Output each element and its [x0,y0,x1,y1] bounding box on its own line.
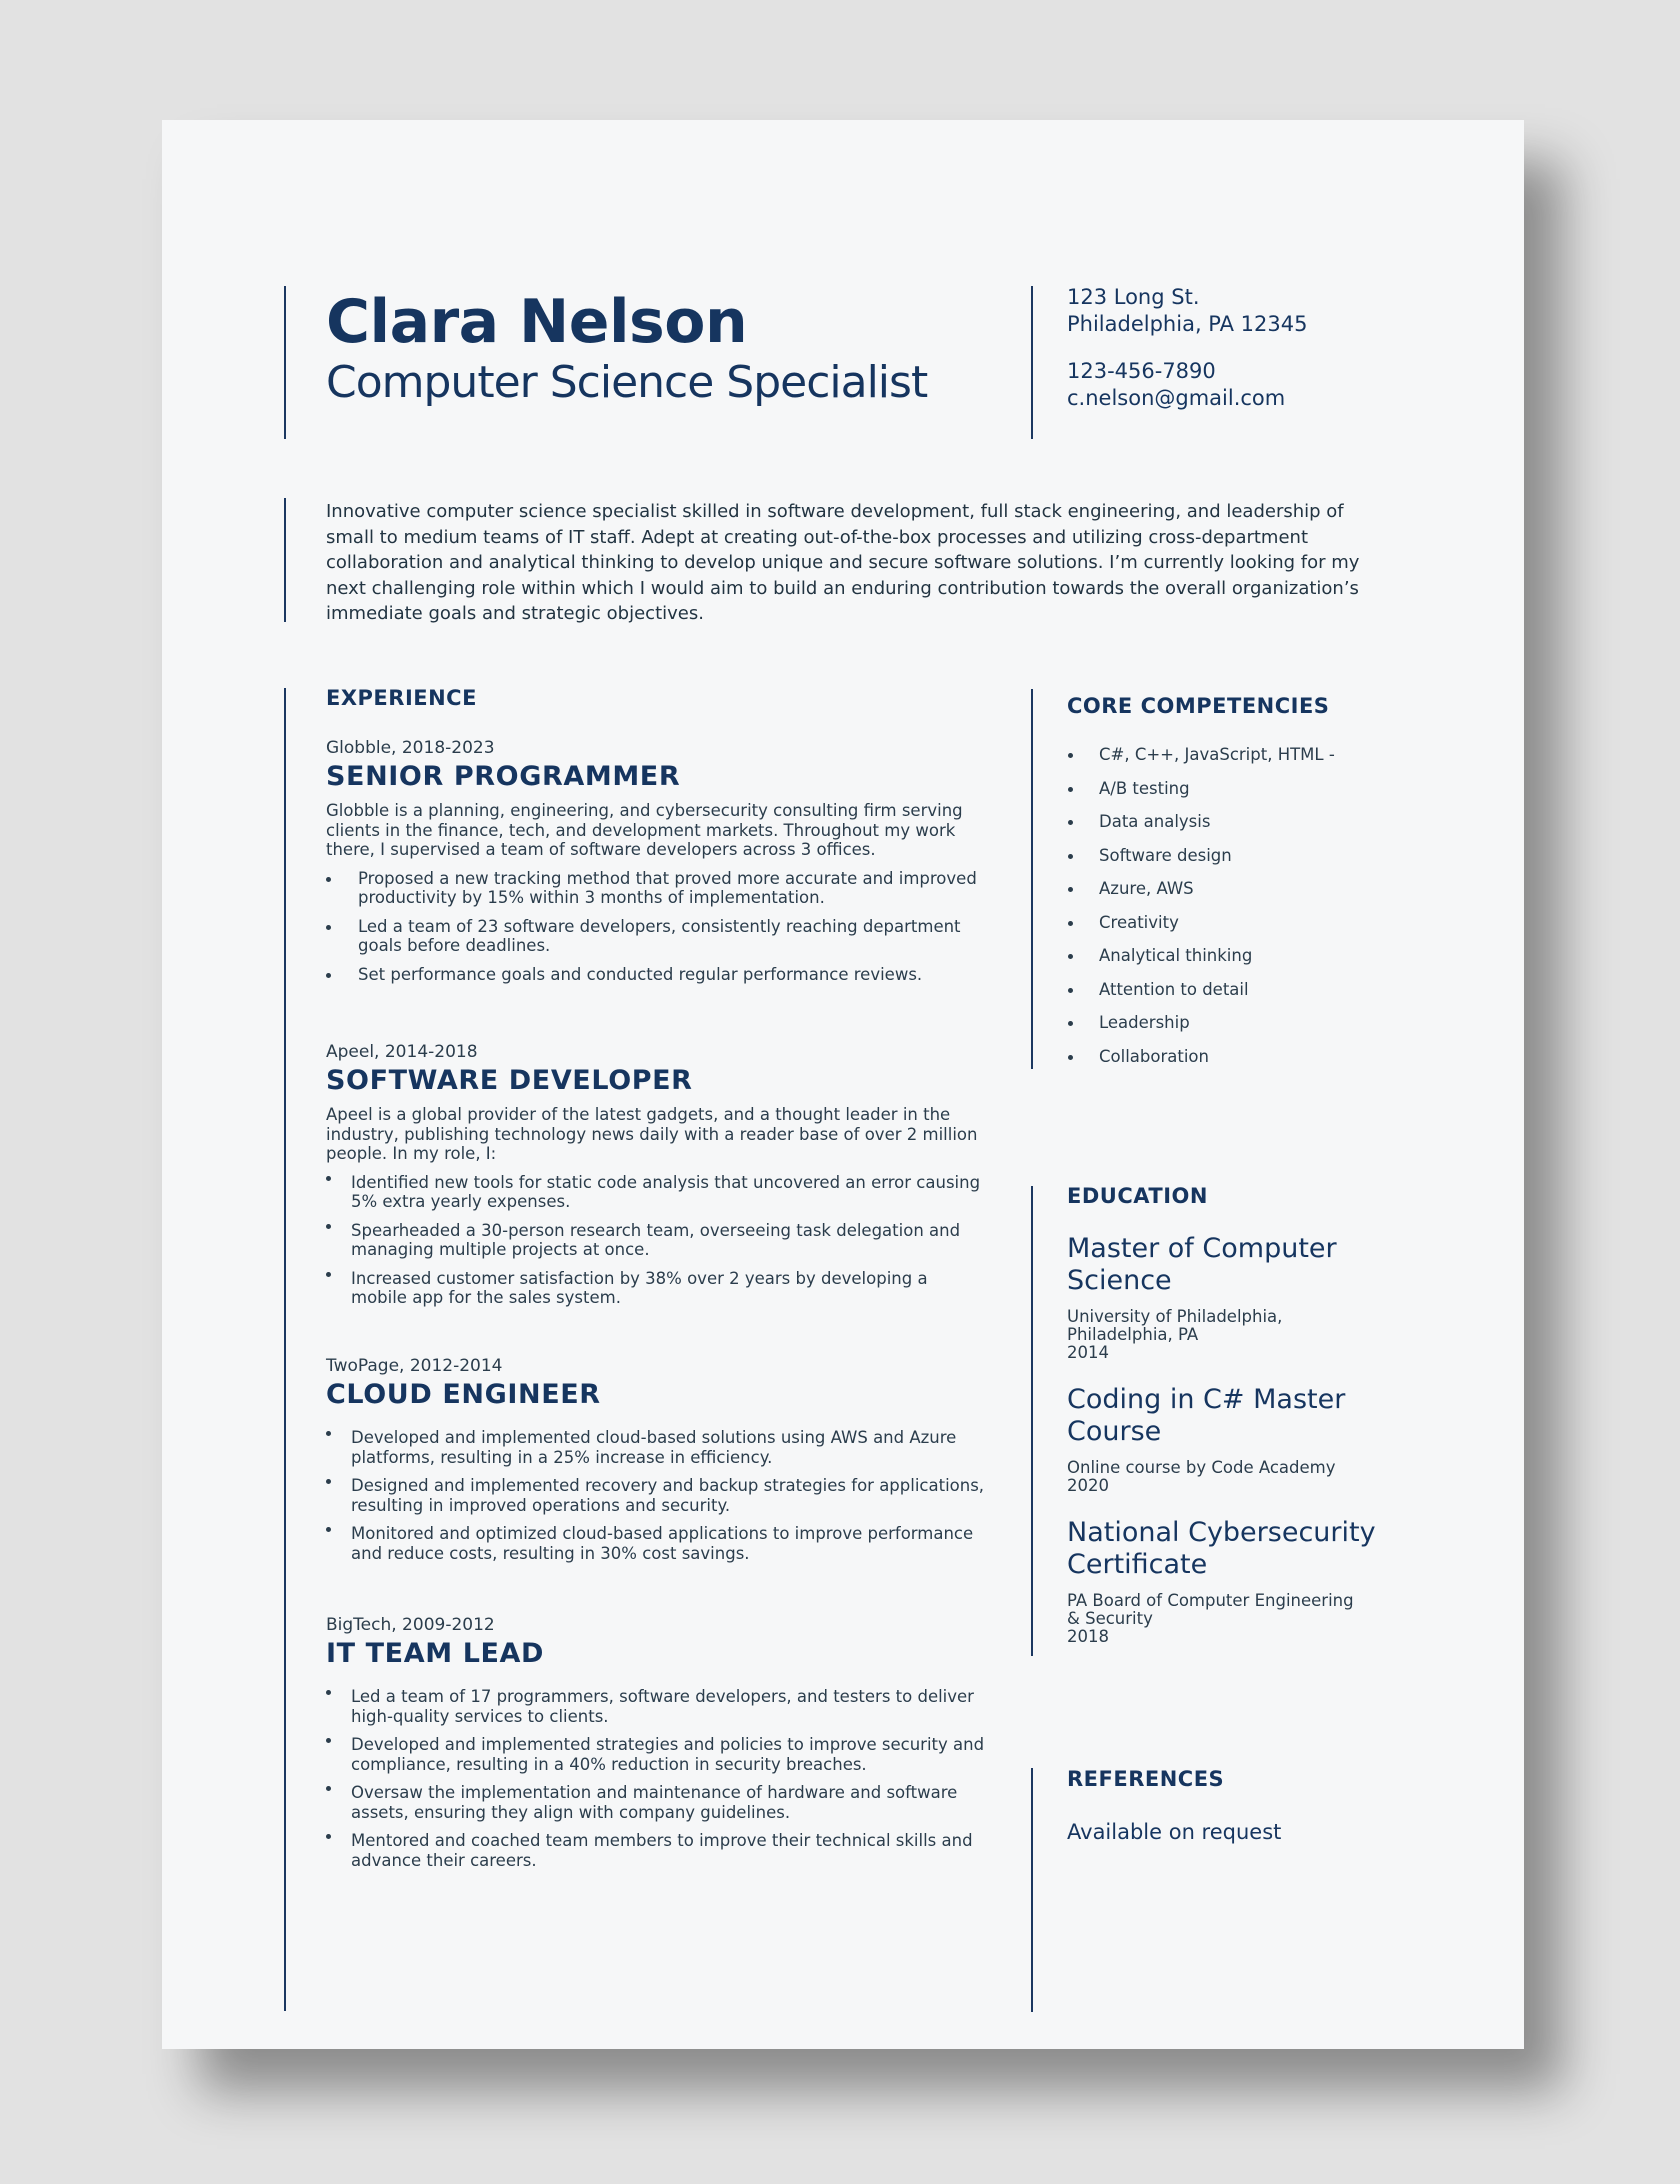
education-title: Coding in C# Master Course [1067,1384,1346,1447]
contact-block [1067,284,1307,412]
bullet-dot [1068,820,1073,825]
job-entry [326,1356,986,1572]
education-title: Master of Computer Science [1067,1233,1337,1296]
job-role: IT TEAM LEAD [326,1638,545,1669]
job-bullet: Developed and implemented cloud-based solutions using AWS and Azure platforms, resulting in a 25% increase in efficiency. [326,1428,986,1467]
education-institution: University of Philadelphia, Philadelphia, PA [1067,1307,1283,1344]
competency-item: Attention to detail [1067,980,1397,1014]
competency-item: Leadership [1067,1013,1397,1047]
phone-number: 123-456-7890 [1067,359,1216,383]
summary-accent-line [284,498,286,622]
job-bullet: Mentored and coached team members to improve their technical skills and advance their careers. [326,1831,986,1870]
competency-item: Analytical thinking [1067,946,1397,980]
job-company-dates: Apeel, 2014-2018 [326,1042,478,1062]
bullet-dot [326,925,331,930]
address-line-1: 123 Long St. [1067,285,1200,309]
education-heading: EDUCATION [1067,1184,1208,1208]
job-bullets [326,1428,986,1563]
bullet-dot [326,1690,331,1695]
job-bullets [326,869,986,985]
bullet-dot [326,1786,331,1791]
job-bullet: Oversaw the implementation and maintenance of hardware and software assets, ensuring they align with company guidelines. [326,1783,986,1822]
competency-item: Collaboration [1067,1047,1397,1081]
education-year: 2018 [1067,1627,1109,1646]
job-bullet: Developed and implemented strategies and policies to improve security and compliance, resulting in a 40% reduction in security breaches. [326,1735,986,1774]
job-role: SOFTWARE DEVELOPER [326,1065,693,1096]
bullet-dot [1068,921,1073,926]
competency-item: Azure, AWS [1067,879,1397,913]
bullet-dot [326,1738,331,1743]
education-entry [1067,1517,1382,1646]
professional-summary: Innovative computer science specialist skilled in software development, full stack engineering, and leadership of small to medium teams of IT staff. Adept at creating out-of-the-box processes and utilizing cross-department collaboration and analytical thinking to develop unique and secure software solutions. I’m currently looking for my next challenging role within which I would aim to build an enduring contribution towards the overall organization’s immediate goals and strategic objectives. [326,501,1360,624]
job-role: SENIOR PROGRAMMER [326,761,681,792]
job-bullet: Spearheaded a 30-person research team, overseeing task delegation and managing multiple projects at once. [326,1221,986,1260]
bullet-dot [1068,954,1073,959]
bullet-dot [326,1176,331,1181]
references-text: Available on request [1067,1820,1282,1844]
competency-item: A/B testing [1067,779,1397,813]
competencies-heading: CORE COMPETENCIES [1067,694,1330,718]
competencies-list [1067,745,1397,1080]
job-entry [326,1615,986,1879]
job-bullet: Led a team of 23 software developers, consistently reaching department goals before deadlines. [326,917,986,956]
competency-item: Software design [1067,846,1397,880]
job-bullet: Increased customer satisfaction by 38% over 2 years by developing a mobile app for the sales system. [326,1269,986,1308]
education-institution: Online course by Code Academy [1067,1458,1336,1477]
competency-item: Data analysis [1067,812,1397,846]
references-heading: REFERENCES [1067,1767,1225,1791]
job-bullet: Proposed a new tracking method that proved more accurate and improved productivity by 15% within 3 months of implementation. [326,869,986,908]
bullet-dot [1068,1055,1073,1060]
job-bullet: Identified new tools for static code analysis that uncovered an error causing 5% extra yearly expenses. [326,1173,986,1212]
job-description: Apeel is a global provider of the latest gadgets, and a thought leader in the industry, publishing technology news daily with a reader base of over 2 million people. In my role, I: [326,1105,978,1163]
education-year: 2014 [1067,1343,1109,1362]
education-year: 2020 [1067,1476,1109,1495]
candidate-title: Computer Science Specialist [326,357,928,408]
bullet-dot [326,1834,331,1839]
education-title: National Cybersecurity Certificate [1067,1517,1376,1580]
job-bullet: Set performance goals and conducted regular performance reviews. [326,965,986,985]
email-address: c.nelson@gmail.com [1067,386,1286,410]
job-bullets [326,1687,986,1870]
bullet-dot [326,877,331,882]
job-bullet: Led a team of 17 programmers, software developers, and testers to deliver high-quality services to clients. [326,1687,986,1726]
bullet-dot [326,1479,331,1484]
job-company-dates: BigTech, 2009-2012 [326,1615,495,1635]
job-role: CLOUD ENGINEER [326,1379,601,1410]
bullet-dot [1068,854,1073,859]
competency-item: C#, C++, JavaScript, HTML - [1067,745,1397,779]
education-entry [1067,1233,1382,1362]
experience-accent-line [284,688,286,2011]
bullet-dot [326,1224,331,1229]
bullet-dot [1068,988,1073,993]
bullet-dot [1068,787,1073,792]
references-accent-line [1031,1768,1033,2012]
job-description: Globble is a planning, engineering, and cybersecurity consulting firm serving clients in the finance, tech, and development markets. Throughout my work there, I supervised a team of software developers across 3 offices. [326,801,963,859]
header-accent-line [284,286,286,439]
bullet-dot [1068,887,1073,892]
address-line-2: Philadelphia, PA 12345 [1067,312,1308,336]
education-entry [1067,1384,1382,1495]
job-bullets [326,1173,986,1308]
bullet-dot [326,1431,331,1436]
experience-heading: EXPERIENCE [326,686,477,710]
bullet-dot [326,1272,331,1277]
education-accent-line [1031,1186,1033,1656]
bullet-dot [326,973,331,978]
competency-item: Creativity [1067,913,1397,947]
candidate-name: Clara Nelson [326,287,748,357]
job-bullet: Monitored and optimized cloud-based applications to improve performance and reduce costs, resulting in 30% cost savings. [326,1524,986,1563]
job-bullet: Designed and implemented recovery and backup strategies for applications, resulting in improved operations and security. [326,1476,986,1515]
bullet-dot [326,1527,331,1532]
job-company-dates: Globble, 2018-2023 [326,738,495,758]
job-entry [326,1042,986,1317]
bullet-dot [1068,1021,1073,1026]
resume-page [162,120,1524,2049]
bullet-dot [1068,753,1073,758]
education-institution: PA Board of Computer Engineering & Security [1067,1591,1354,1628]
job-company-dates: TwoPage, 2012-2014 [326,1356,503,1376]
contact-accent-line [1031,286,1033,439]
competencies-accent-line [1031,689,1033,1069]
job-entry [326,738,986,993]
